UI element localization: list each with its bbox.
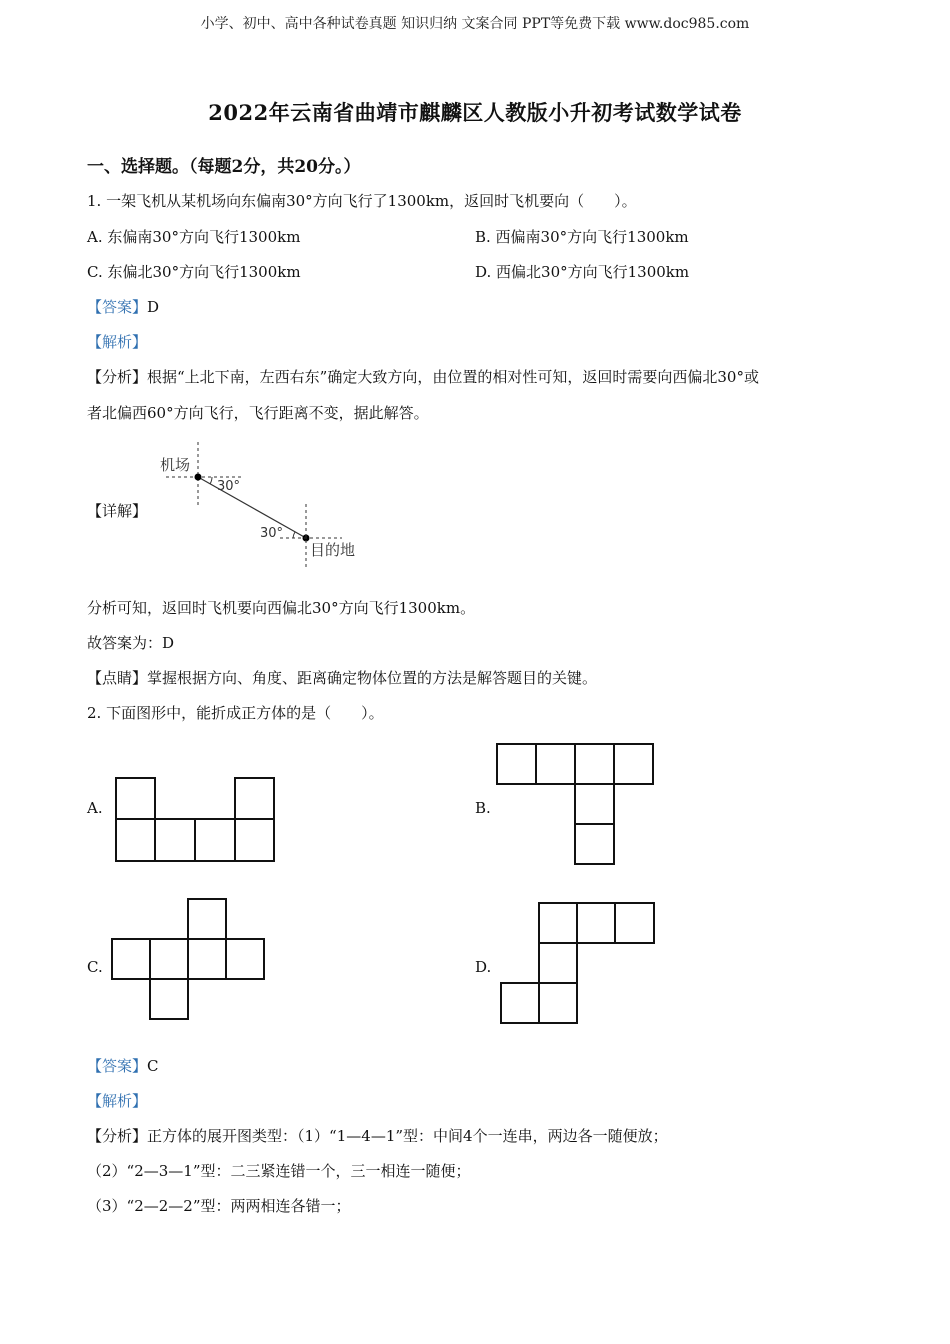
q1-jiexi-tag: 【解析】 [87,333,148,351]
answer-tag: 【答案】 [87,1057,148,1075]
section-heading: 一、选择题。（每题2分，共20分。） [87,157,361,177]
q1-fenxi-line2: 者北偏西60°方向飞行，飞行距离不变，据此解答。 [87,404,429,422]
q1-dianjing [87,667,597,688]
angle-arc-2 [293,532,295,538]
q2-answer [87,1055,159,1076]
answer-value: C [147,1057,159,1075]
q2-label-b: B. [475,799,491,817]
q1-final: 故答案为：D [87,634,175,652]
q1-option-a: A. 东偏南30°方向飞行1300km [87,228,301,246]
answer-tag: 【答案】 [87,298,148,316]
q2-label-a: A. [87,799,103,817]
net-option-b [496,743,656,867]
page-header: 小学、初中、高中各种试卷真题 知识归纳 文案合同 PPT等免费下载 www.doc985.com [200,16,750,32]
q1-option-c: C. 东偏北30°方向飞行1300km [87,263,301,281]
net-option-c [111,897,267,1023]
dianjing-tag: 【点睛】 [87,669,148,687]
answer-value: D [147,298,160,316]
q2-fenxi-line3: （3）“2—2—2”型：两两相连各错一； [87,1197,351,1215]
fenxi-tag: 【分析】 [87,1127,148,1145]
q1-fenxi [87,366,759,387]
net-option-d [500,902,658,1026]
exam-title: 2022年云南省曲靖市麒麟区人教版小升初考试数学试卷 [208,100,742,125]
fenxi-tag: 【分析】 [87,368,148,386]
fenxi-text: 正方体的展开图类型：（1）“1—4—1”型：中间4个一连串，两边各一随便放； [147,1127,668,1145]
flight-path-line [198,477,306,538]
direction-diagram [150,438,380,578]
q2-stem: 2. 下面图形中，能折成正方体的是（ ）。 [87,704,384,722]
airport-point [195,474,202,481]
q2-label-d: D. [475,958,492,976]
angle-arc-1 [210,477,212,484]
q2-label-c: C. [87,958,103,976]
q2-jiexi-tag: 【解析】 [87,1092,148,1110]
q1-xiangjie-tag: 【详解】 [87,502,148,520]
airport-label: 机场 [160,456,191,474]
fenxi-text: 根据“上北下南，左西右东”确定大致方向，由位置的相对性可知，返回时需要向西偏北30°或 [147,368,759,386]
q1-answer [87,296,159,317]
angle-label-2: 30° [260,526,284,541]
dianjing-text: 掌握根据方向、角度、距离确定物体位置的方法是解答题目的关键。 [147,669,598,687]
q1-option-b: B. 西偏南30°方向飞行1300km [475,228,689,246]
angle-label-1: 30° [217,479,241,494]
net-option-a [115,777,277,863]
q2-fenxi-line2: （2）“2—3—1”型：二三紧连错一个，三一相连一随便； [87,1162,471,1180]
q2-fenxi [87,1125,668,1146]
q1-conclusion: 分析可知，返回时飞机要向西偏北30°方向飞行1300km。 [87,599,476,617]
q1-option-d: D. 西偏北30°方向飞行1300km [475,263,690,281]
q1-stem: 1. 一架飞机从某机场向东偏南30°方向飞行了1300km，返回时飞机要向（ ）。 [87,192,637,210]
destination-label: 目的地 [310,541,356,559]
